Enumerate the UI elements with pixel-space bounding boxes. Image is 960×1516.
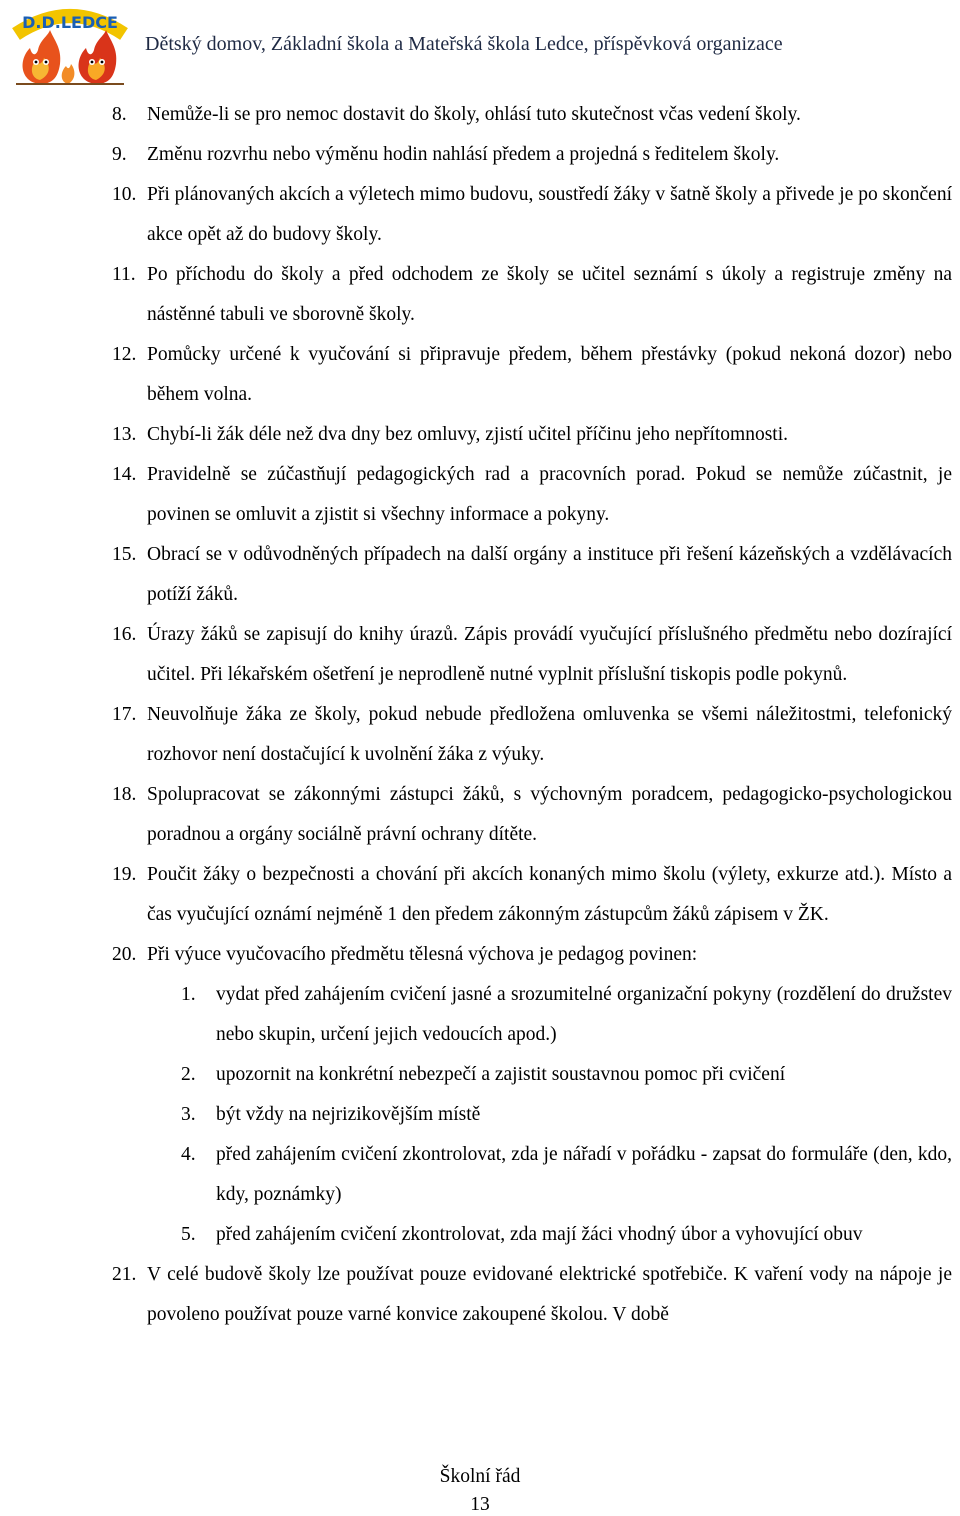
sub-item-text: upozornit na konkrétní nebezpečí a zajistit soustavnou pomoc při cvičení: [216, 1064, 786, 1085]
item-text: Úrazy žáků se zapisují do knihy úrazů. Zápis provádí vyučující příslušného předmětu nebo dozírající učitel. Při lékařském ošetření je neprodleně nutné vyplnit příslušní tiskopis podle pokynů.: [147, 624, 952, 685]
list-item: [0, 255, 960, 335]
page-header: [0, 0, 960, 95]
item-number: 19.: [112, 864, 137, 885]
header-title: Dětský domov, Základní škola a Mateřská škola Ledce, příspěvková organizace: [145, 33, 783, 55]
item-text: Spolupracovat se zákonnými zástupci žáků, s výchovným poradcem, pedagogicko-psychologickou poradnou a orgány sociálně právní ochrany dítěte.: [147, 784, 952, 845]
sub-item-number: 3.: [181, 1104, 196, 1125]
item-number: 14.: [112, 464, 137, 485]
item-number: 11.: [112, 264, 136, 285]
sub-item-text: před zahájením cvičení zkontrolovat, zda mají žáci vhodný úbor a vyhovující obuv: [216, 1224, 863, 1245]
list-item: [0, 855, 960, 935]
item-text: Při výuce vyučovacího předmětu tělesná výchova je pedagog povinen:: [147, 944, 698, 965]
list-item: [0, 775, 960, 855]
rules-list: [0, 95, 960, 1335]
item-text: Při plánovaných akcích a výletech mimo budovu, soustředí žáky v šatně školy a přivede je po skončení akce opět až do budovy školy.: [147, 184, 952, 245]
list-item: [0, 175, 960, 255]
page-number: 13: [470, 1494, 490, 1515]
item-number: 10.: [112, 184, 137, 205]
list-item: [0, 95, 960, 135]
school-logo: [10, 4, 130, 86]
sub-item-number: 2.: [181, 1064, 196, 1085]
item-text: Po příchodu do školy a před odchodem ze školy se učitel seznámí s úkoly a registruje změny na nástěnné tabuli ve sborovně školy.: [147, 264, 952, 325]
item-text: Chybí-li žák déle než dva dny bez omluvy, zjistí učitel příčinu jeho nepřítomnosti.: [147, 424, 788, 445]
list-item: [0, 615, 960, 695]
list-item: [0, 135, 960, 175]
sub-item-number: 5.: [181, 1224, 196, 1245]
sub-list-item: [0, 1215, 960, 1255]
list-item: [0, 415, 960, 455]
item-text: Obrací se v odůvodněných případech na další orgány a instituce při řešení kázeňských a vzdělávacích potíží žáků.: [147, 544, 952, 605]
item-text: Nemůže-li se pro nemoc dostavit do školy, ohlásí tuto skutečnost včas vedení školy.: [147, 104, 801, 125]
sub-item-text: vydat před zahájením cvičení jasné a srozumitelné organizační pokyny (rozdělení do družstev nebo skupin, určení jejich vedoucích apod.): [216, 984, 952, 1045]
item-text: Neuvolňuje žáka ze školy, pokud nebude předložena omluvenka se všemi náležitostmi, telefonický rozhovor není dostačující k uvolnění žáka z výuky.: [147, 704, 952, 765]
sub-list-item: [0, 1055, 960, 1095]
sub-item-number: 1.: [181, 984, 196, 1005]
item-number: 8.: [112, 104, 127, 125]
item-text: Změnu rozvrhu nebo výměnu hodin nahlásí předem a projedná s ředitelem školy.: [147, 144, 780, 165]
item-number: 13.: [112, 424, 137, 445]
sub-list-item: [0, 1095, 960, 1135]
item-number: 9.: [112, 144, 127, 165]
item-number: 15.: [112, 544, 137, 565]
item-number: 17.: [112, 704, 137, 725]
item-text: Poučit žáky o bezpečnosti a chování při akcích konaných mimo školu (výlety, exkurze atd.). Místo a čas vyučující oznámí nejméně 1 den předem zákonným zástupcům žáků zápisem v ŽK.: [147, 864, 952, 925]
sub-item-number: 4.: [181, 1144, 196, 1165]
item-number: 20.: [112, 944, 137, 965]
list-item: [0, 695, 960, 775]
sub-item-text: být vždy na nejrizikovějším místě: [216, 1104, 481, 1125]
list-item: [0, 455, 960, 535]
item-text: Pravidelně se zúčastňují pedagogických rad a pracovních porad. Pokud se nemůže zúčastnit, je povinen se omluvit a zjistit si všechny informace a pokyny.: [147, 464, 952, 525]
item-number: 18.: [112, 784, 137, 805]
svg-text:D.D.LEDCE: D.D.LEDCE: [22, 13, 118, 32]
sub-list-item: [0, 1135, 960, 1215]
list-item: [0, 935, 960, 975]
item-text: Pomůcky určené k vyučování si připravuje předem, během přestávky (pokud nekoná dozor) nebo během volna.: [147, 344, 952, 405]
item-text: V celé budově školy lze používat pouze evidované elektrické spotřebiče. K vaření vody na nápoje je povoleno používat pouze varné konvice zakoupené školou. V době: [147, 1264, 952, 1325]
footer-document-title: Školní řád: [439, 1466, 521, 1487]
item-number: 21.: [112, 1264, 137, 1285]
sub-list-item: [0, 975, 960, 1055]
sub-item-text: před zahájením cvičení zkontrolovat, zda je nářadí v pořádku - zapsat do formuláře (den, kdo, kdy, poznámky): [216, 1144, 952, 1205]
list-item: [0, 335, 960, 415]
item-number: 12.: [112, 344, 137, 365]
item-number: 16.: [112, 624, 137, 645]
list-item: [0, 1255, 960, 1335]
list-item: [0, 535, 960, 615]
